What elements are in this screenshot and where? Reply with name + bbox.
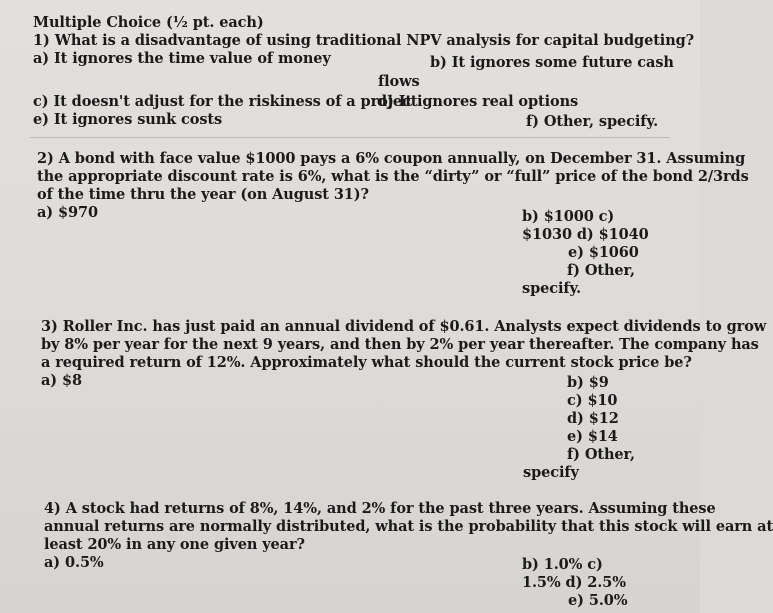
q4-stem-line1: 4) A stock had returns of 8%, 14%, and 2% for the past three years. Assuming these: [44, 500, 716, 517]
q1-option-b: b) It ignores some future cash: [430, 54, 674, 71]
q3-stem-line3: a required return of 12%. Approximately what should the current stock price be?: [41, 354, 692, 371]
q3-option-d: d) $12: [567, 410, 619, 427]
q2-option-f: f) Other,: [567, 262, 635, 279]
q4-option-b: b) 1.0% c): [522, 556, 603, 573]
q3-stem-line2: by 8% per year for the next 9 years, and then by 2% per year thereafter. The company has: [41, 336, 759, 353]
q2-stem-line3: of the time thru the year (on August 31)?: [37, 186, 369, 203]
q4-option-a: a) 0.5%: [44, 554, 104, 571]
q1-option-c: c) It doesn't adjust for the riskiness of a project: [33, 93, 418, 110]
q1-option-f: f) Other, specify.: [526, 113, 659, 130]
q2-option-c-d: $1030 d) $1040: [522, 226, 649, 243]
q2-option-b: b) $1000 c): [522, 208, 615, 225]
q3-stem-line1: 3) Roller Inc. has just paid an annual dividend of $0.61. Analysts expect dividends to grow: [41, 318, 767, 335]
q3-option-e: e) $14: [567, 428, 618, 445]
q3-option-f-cont: specify: [523, 464, 579, 481]
divider: [30, 137, 670, 138]
q2-stem-line1: 2) A bond with face value $1000 pays a 6% coupon annually, on December 31. Assuming: [37, 150, 746, 167]
q1-option-e: e) It ignores sunk costs: [33, 111, 223, 128]
q1-option-d: d) It ignores real options: [377, 93, 579, 110]
q1-option-a: a) It ignores the time value of money: [33, 50, 331, 67]
q2-option-f-cont: specify.: [522, 280, 582, 297]
q1-option-b-cont: flows: [378, 73, 420, 90]
q4-stem-line3: least 20% in any one given year?: [44, 536, 305, 553]
q3-option-b: b) $9: [567, 374, 609, 391]
q1-stem: 1) What is a disadvantage of using traditional NPV analysis for capital budgeting?: [33, 32, 695, 49]
q3-option-c: c) $10: [567, 392, 618, 409]
q4-option-c-d: 1.5% d) 2.5%: [522, 574, 626, 591]
q2-option-e: e) $1060: [568, 244, 639, 261]
q4-stem-line2: annual returns are normally distributed, what is the probability that this stock will earn at: [44, 518, 773, 535]
q2-option-a: a) $970: [37, 204, 98, 221]
page-title: Multiple Choice (½ pt. each): [33, 14, 264, 31]
q3-option-f: f) Other,: [567, 446, 635, 463]
q3-option-a: a) $8: [41, 372, 82, 389]
q4-option-e: e) 5.0%: [568, 592, 628, 609]
q2-stem-line2: the appropriate discount rate is 6%, what is the “dirty” or “full” price of the bond 2/3rds: [37, 168, 749, 185]
